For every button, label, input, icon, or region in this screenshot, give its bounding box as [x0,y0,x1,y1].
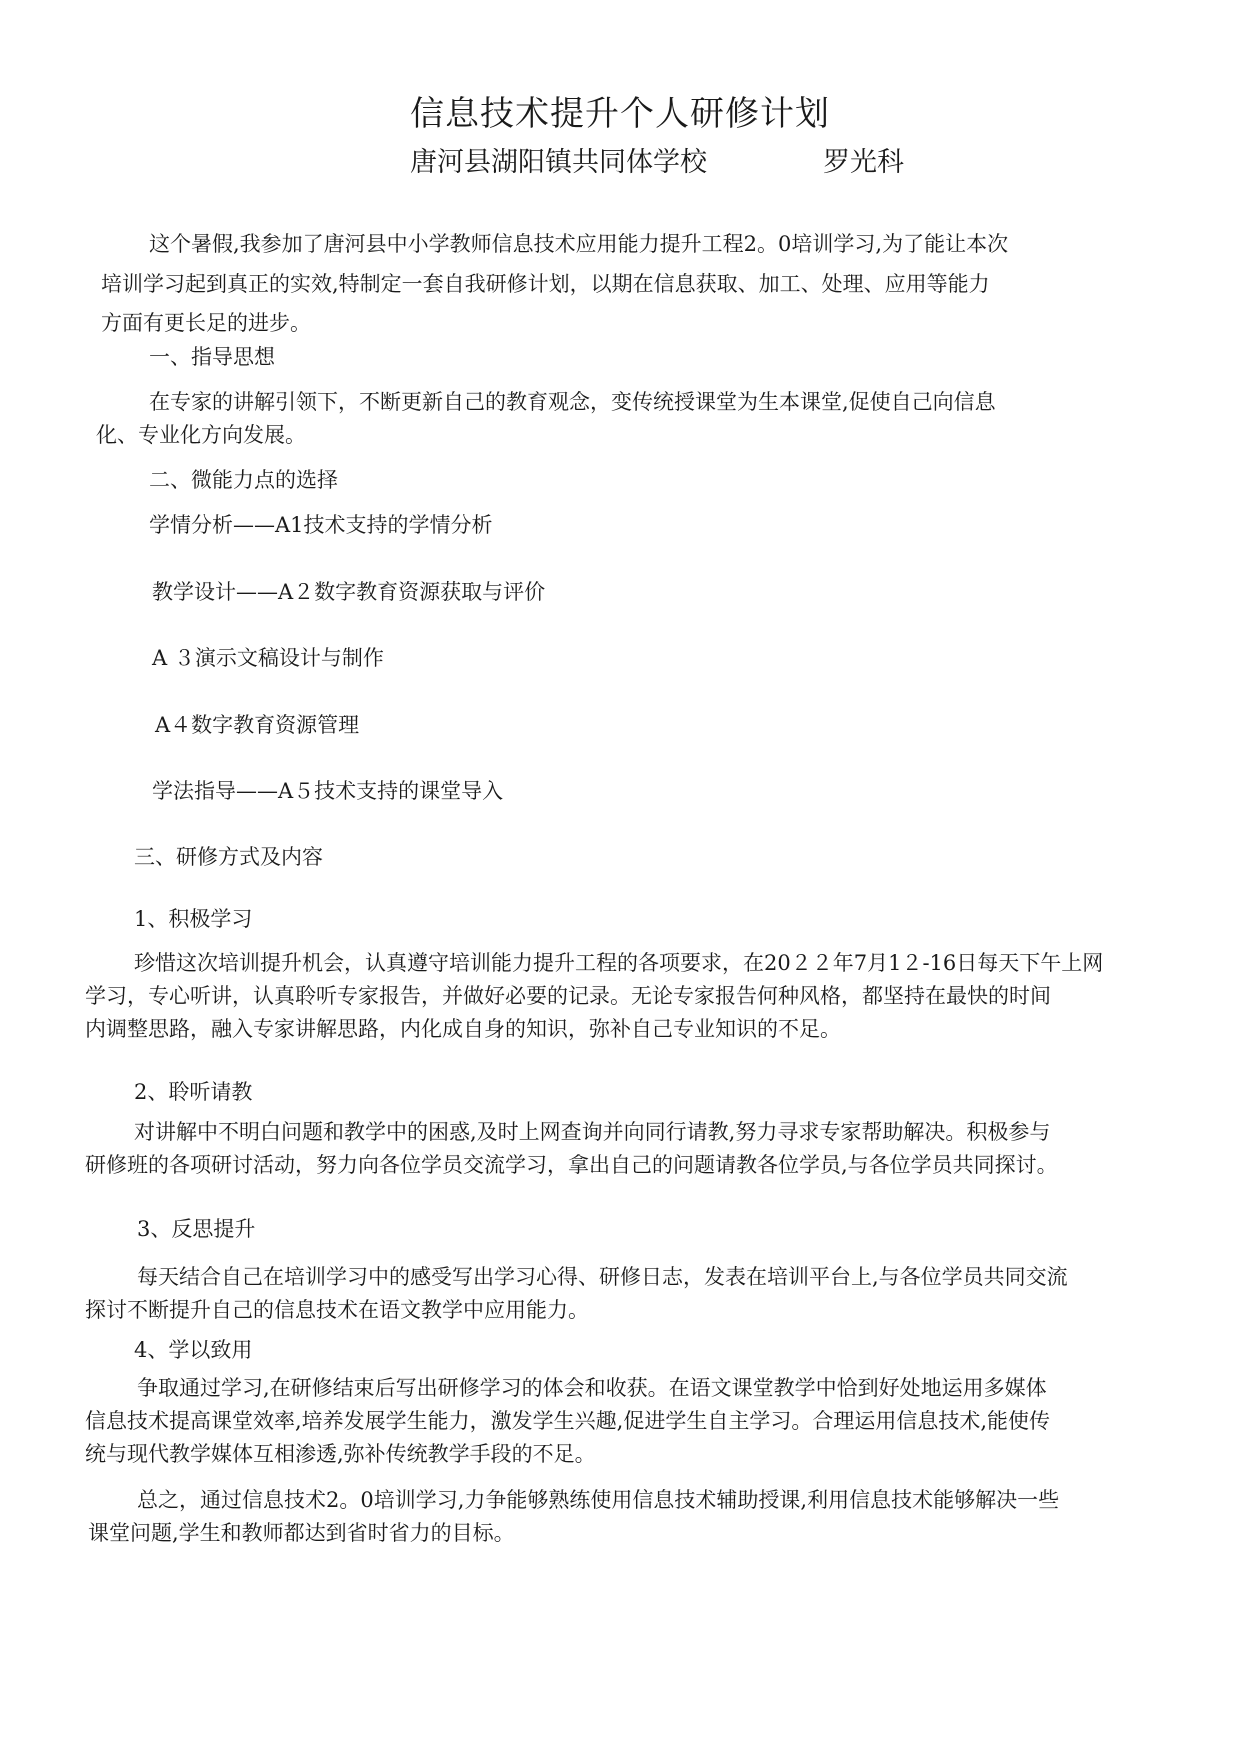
text-line: 研修班的各项研讨活动，努力向各位学员交流学习，拿出自己的问题请教各位学员,与各位学员共同探讨。 [85,1153,1058,1177]
text-line: 培训学习起到真正的实效,特制定一套自我研修计划，以期在信息获取、加工、处理、应用等能力 [101,272,990,296]
author-name: 罗光科 [823,147,904,178]
text-line: 珍惜这次培训提升机会，认真遵守培训能力提升工程的各项要求，在20２２年7月1２-16日每天下午上网 [134,951,1104,975]
subsection-heading: 2、聆听请教 [134,1080,253,1104]
text-line: 探讨不断提升自己的信息技术在语文教学中应用能力。 [85,1298,589,1322]
list-item: 学情分析——A1技术支持的学情分析 [149,513,493,537]
text-line: 统与现代教学媒体互相渗透,弥补传统教学手段的不足。 [85,1442,596,1466]
subsection-heading: 4、学以致用 [134,1338,253,1362]
text-line: 对讲解中不明白问题和教学中的困惑,及时上网查询并向同行请教,努力寻求专家帮助解决。积极参与 [134,1120,1051,1144]
school-name: 唐河县湖阳镇共同体学校 [410,147,707,178]
section-heading: 一、指导思想 [149,345,275,369]
text-line: 课堂问题,学生和教师都达到省时省力的目标。 [88,1521,515,1545]
text-line: 化、专业化方向发展。 [96,423,306,447]
text-line: 学习，专心听讲，认真聆听专家报告，并做好必要的记录。无论专家报告何种风格，都坚持在最快的时间 [85,984,1051,1008]
subsection-heading: 3、反思提升 [137,1217,256,1241]
subsection-heading: 1、积极学习 [134,907,253,931]
text-line: 总之，通过信息技术2。0培训学习,力争能够熟练使用信息技术辅助授课,利用信息技术能够解决一些 [137,1488,1060,1512]
list-item: 教学设计——A２数字教育资源获取与评价 [152,580,546,604]
list-item: A ３演示文稿设计与制作 [152,646,384,670]
text-line: 这个暑假,我参加了唐河县中小学教师信息技术应用能力提升工程2。0培训学习,为了能让本次 [149,232,1009,256]
document-title: 信息技术提升个人研修计划 [410,94,830,134]
text-line: 内调整思路，融入专家讲解思路，内化成自身的知识，弥补自己专业知识的不足。 [85,1017,841,1041]
section-heading: 二、微能力点的选择 [149,468,338,492]
section-heading: 三、研修方式及内容 [134,845,323,869]
list-item: 学法指导——A５技术支持的课堂导入 [152,779,504,803]
text-line: 争取通过学习,在研修结束后写出研修学习的体会和收获。在语文课堂教学中恰到好处地运用多媒体 [137,1376,1047,1400]
text-line: 在专家的讲解引领下，不断更新自己的教育观念，变传统授课堂为生本课堂,促使自己向信息 [149,390,996,414]
text-line: 每天结合自己在培训学习中的感受写出学习心得、研修日志，发表在培训平台上,与各位学员共同交流 [137,1265,1068,1289]
text-line: 信息技术提高课堂效率,培养发展学生能力，激发学生兴趣,促进学生自主学习。合理运用信息技术,能使传 [85,1409,1051,1433]
list-item: A４数字教育资源管理 [155,713,360,737]
text-line: 方面有更长足的进步。 [101,311,311,335]
